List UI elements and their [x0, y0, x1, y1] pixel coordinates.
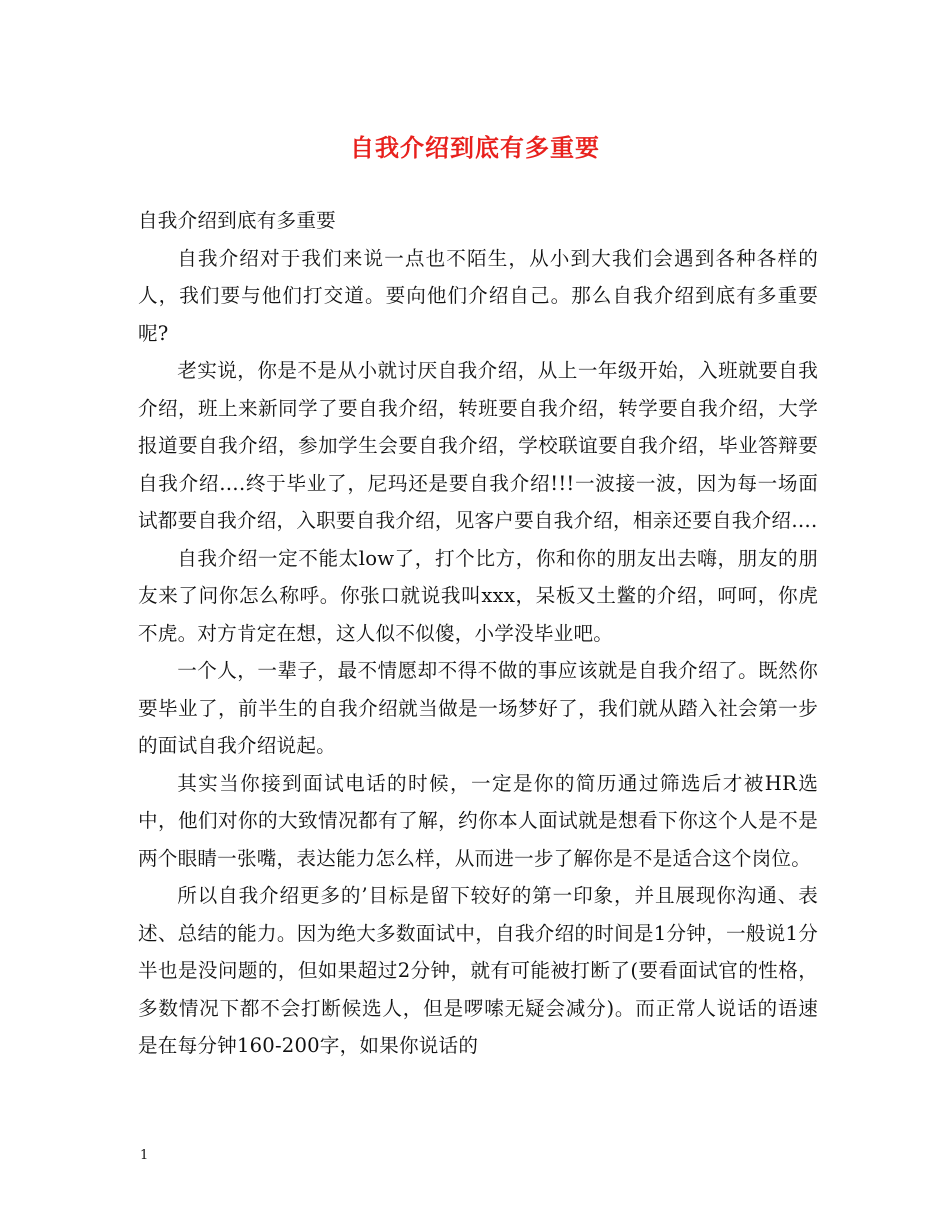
paragraph: 老实说，你是不是从小就讨厌自我介绍，从上一年级开始，入班就要自我介绍，班上来新同学了要自我介绍，转班要自我介绍，转学要自我介绍，大学报道要自我介绍，参加学生会要自我介绍，学校联谊要自我介绍，毕业答辩要自我介绍….终于毕业了，尼玛还是要自我介绍!!!一波接一波，因为每一场面试都要自我介绍，入职要自我介绍，见客户要自我介绍，相亲还要自我介绍…. — [138, 359, 818, 532]
page-number: 1 — [140, 1148, 149, 1163]
paragraph: 一个人，一辈子，最不情愿却不得不做的事应该就是自我介绍了。既然你要毕业了，前半生的自我介绍就当做是一场梦好了，我们就从踏入社会第一步的面试自我介绍说起。 — [138, 659, 818, 757]
paragraph: 自我介绍对于我们来说一点也不陌生，从小到大我们会遇到各种各样的人，我们要与他们打交道。要向他们介绍自己。那么自我介绍到底有多重要呢? — [138, 246, 818, 345]
paragraph: 其实当你接到面试电话的时候，一定是你的简历通过筛选后才被HR选中，他们对你的大致情况都有了解，约你本人面试就是想看下你这个人是不是两个眼睛一张嘴，表达能力怎么样，从而进一步了解你是不是适合这个岗位。 — [138, 771, 818, 870]
paragraph: 自我介绍一定不能太low了，打个比方，你和你的朋友出去嗨，朋友的朋友来了问你怎么称呼。你张口就说我叫xxx，呆板又土鳖的介绍，呵呵，你虎不虎。对方肯定在想，这人似不似傻，小学没毕业吧。 — [138, 546, 818, 645]
paragraph-heading: 自我介绍到底有多重要 — [138, 209, 336, 232]
document-title: 自我介绍到底有多重要 — [350, 133, 600, 162]
document-body — [138, 202, 818, 1065]
paragraph: 所以自我介绍更多的’目标是留下较好的第一印象，并且展现你沟通、表述、总结的能力。因为绝大多数面试中，自我介绍的时间是1分钟，一般说1分半也是没问题的，但如果超过2分钟，就有可能被打断了(要看面试官的性格，多数情况下都不会打断候选人，但是啰嗦无疑会减分)。而正常人说话的语速是在每分钟160-200字，如果你说话的 — [138, 884, 818, 1057]
